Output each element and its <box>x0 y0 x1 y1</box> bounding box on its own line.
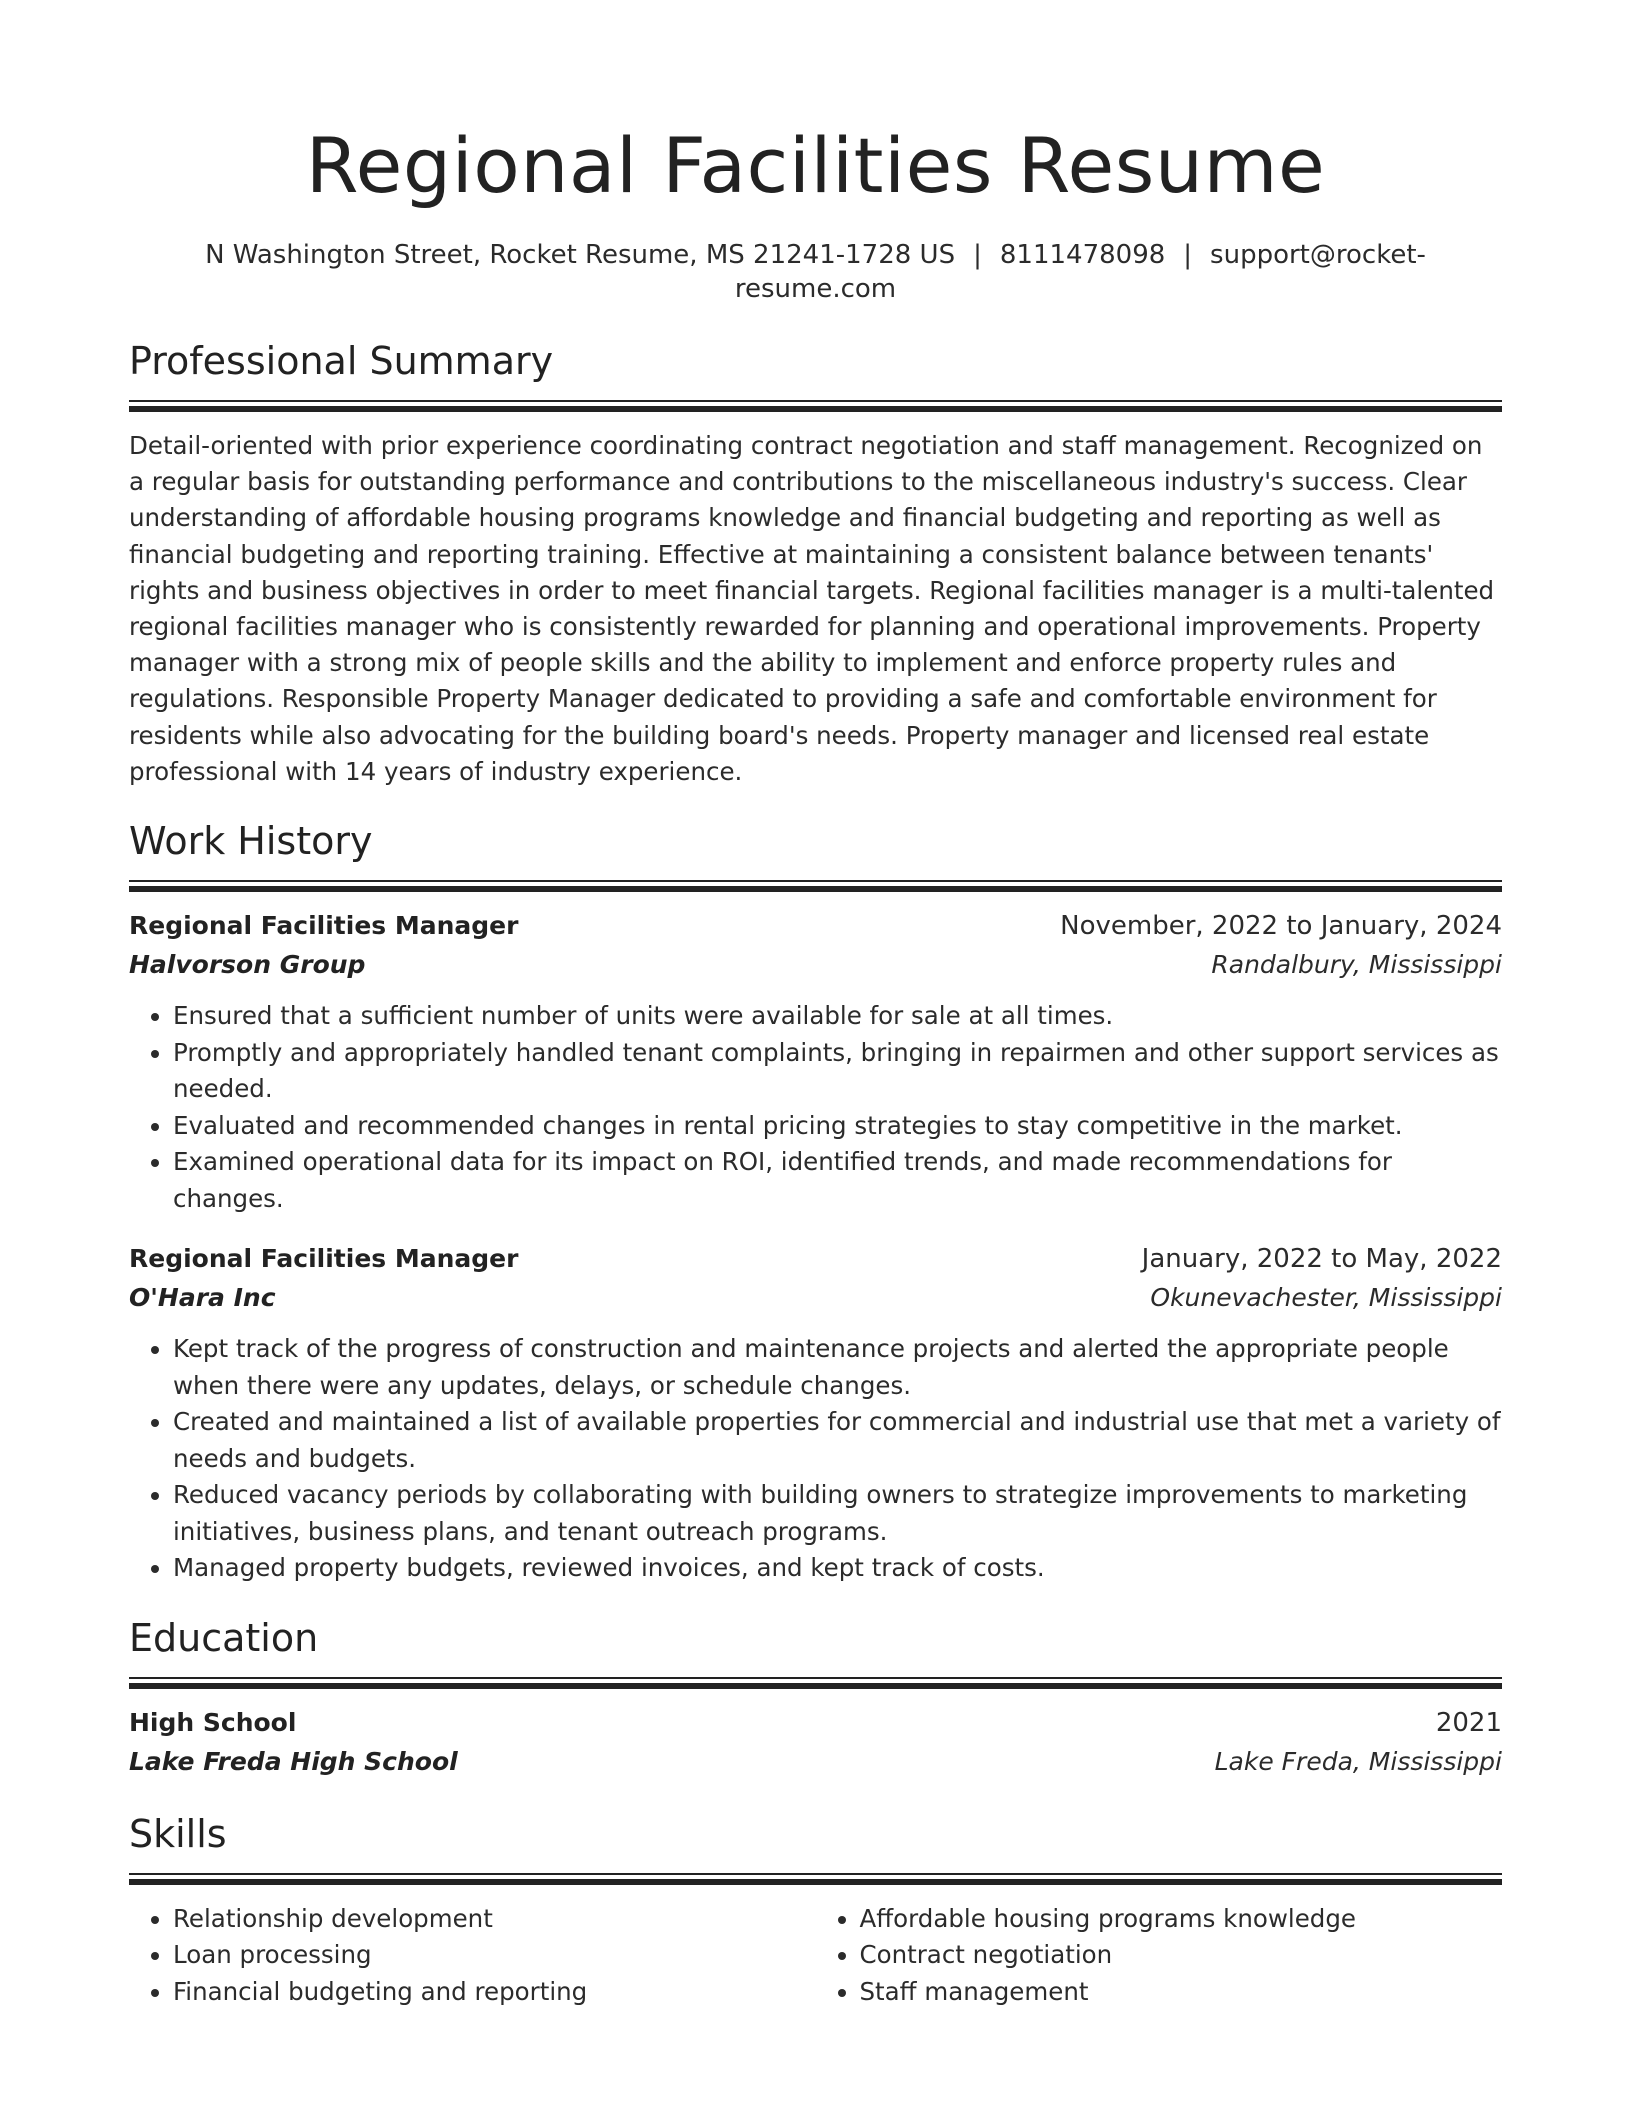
education-degree: High School <box>129 1707 297 1737</box>
list-item: • Managed property budgets, reviewed invoices, and kept track of costs. <box>173 1550 1502 1587</box>
list-item: • Evaluated and recommended changes in rental pricing strategies to stay competitive in the market. <box>173 1108 1502 1145</box>
education-subheader <box>129 1743 1502 1781</box>
skills-section <box>129 1811 1502 2011</box>
job-dates: January, 2022 to May, 2022 <box>1141 1244 1502 1275</box>
education-year: 2021 <box>1435 1707 1502 1738</box>
education-entry <box>129 1703 1502 1781</box>
summary-section <box>129 338 1502 790</box>
list-item: • Affordable housing programs knowledge <box>860 1901 1503 1938</box>
section-divider <box>129 880 1502 892</box>
job-dates: November, 2022 to January, 2024 <box>1060 911 1502 942</box>
job-location: Randalbury, Mississippi <box>1211 950 1502 980</box>
list-item: • Reduced vacancy periods by collaborating with building owners to strategize improvements to marketing initiatives, business plans, and tenant outreach programs. <box>173 1477 1502 1550</box>
job-location: Okunevachester, Mississippi <box>1150 1283 1502 1313</box>
work-history-section <box>129 818 1502 1587</box>
contact-phone: 8111478098 <box>999 240 1166 270</box>
summary-text: Detail-oriented with prior experience coordinating contract negotiation and staff management. Recognized on a regular basis for outstanding performance and contributions to the miscellaneous industry's success. Clear understanding of affordable housing programs knowledge and financial budgeting and reporting as well as financial budgeting and reporting training. Effective at maintaining a consistent balance between tenants' rights and business objectives in order to meet financial targets. Regional facilities manager is a multi-talented regional facilities manager who is consistently rewarded for planning and operational improvements. Property manager with a strong mix of people skills and the ability to implement and enforce property rules and regulations. Responsible Property Manager dedicated to providing a safe and comfortable environment for residents while also advocating for the building board's needs. Property manager and licensed real estate professional with 14 years of industry experience. <box>129 431 1495 786</box>
job-header <box>129 1239 1502 1279</box>
job-entry <box>129 1239 1502 1587</box>
summary-heading: Professional Summary <box>129 339 554 383</box>
skills-columns <box>129 1901 1502 2011</box>
list-item: • Kept track of the progress of construction and maintenance projects and alerted the appropriate people when there were any updates, delays, or schedule changes. <box>173 1331 1502 1404</box>
job-bullets <box>129 998 1502 1217</box>
list-item: • Promptly and appropriately handled tenant complaints, bringing in repairmen and other support services as needed. <box>173 1035 1502 1108</box>
list-item: • Ensured that a sufficient number of units were available for sale at all times. <box>173 998 1502 1035</box>
job-title: Regional Facilities Manager <box>129 911 519 941</box>
list-item: • Financial budgeting and reporting <box>173 1974 816 2011</box>
list-item: • Loan processing <box>173 1937 816 1974</box>
job-company: O'Hara Inc <box>129 1283 276 1313</box>
list-item: • Examined operational data for its impact on ROI, identified trends, and made recommendations for changes. <box>173 1144 1502 1217</box>
section-divider <box>129 1873 1502 1885</box>
job-header <box>129 906 1502 946</box>
contact-separator: | <box>973 240 982 270</box>
job-subheader <box>129 946 1502 984</box>
list-item: • Relationship development <box>173 1901 816 1938</box>
contact-line <box>129 238 1502 306</box>
education-header <box>129 1703 1502 1743</box>
skills-heading: Skills <box>129 1811 227 1856</box>
job-entry <box>129 906 1502 1217</box>
job-subheader <box>129 1279 1502 1317</box>
education-section <box>129 1615 1502 1781</box>
education-school: Lake Freda High School <box>129 1746 458 1776</box>
job-bullets <box>129 1331 1502 1587</box>
list-item: • Staff management <box>860 1974 1503 2011</box>
contact-separator: | <box>1183 240 1193 270</box>
education-heading: Education <box>129 1615 319 1660</box>
list-item: • Created and maintained a list of available properties for commercial and industrial use that met a variety of needs and budgets. <box>173 1404 1502 1477</box>
education-location: Lake Freda, Mississippi <box>1214 1746 1502 1776</box>
work-history-heading: Work History <box>129 819 373 864</box>
resume-title: Regional Facilities Resume <box>305 121 1326 210</box>
contact-email: support@rocket-resume.com <box>734 240 1426 304</box>
contact-address: N Washington Street, Rocket Resume, MS 21241-1728 US <box>205 240 956 270</box>
section-divider <box>129 400 1502 412</box>
list-item: • Contract negotiation <box>860 1937 1503 1974</box>
skills-list-left <box>129 1901 816 2011</box>
job-title: Regional Facilities Manager <box>129 1244 519 1274</box>
job-company: Halvorson Group <box>129 950 366 980</box>
section-divider <box>129 1677 1502 1689</box>
skills-list-right <box>816 1901 1503 2011</box>
